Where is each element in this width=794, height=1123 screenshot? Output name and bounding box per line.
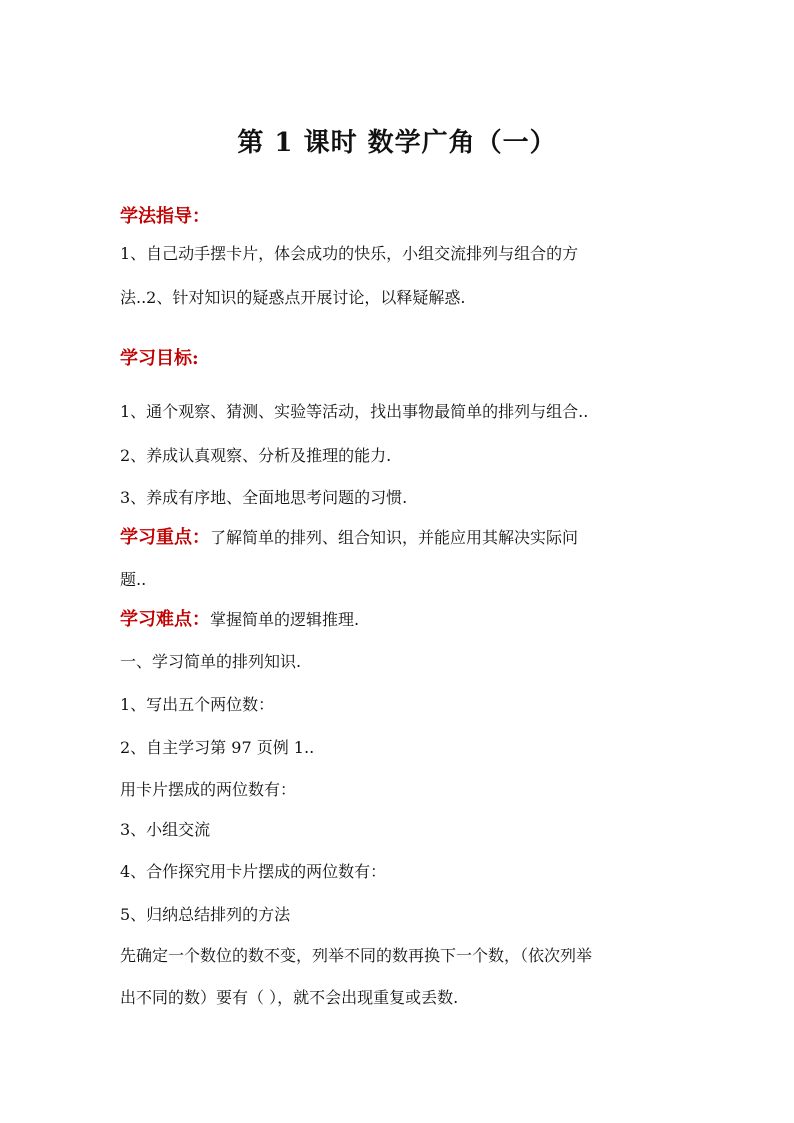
section-1-summary-line-1: 先确定一个数位的数不变，列举不同的数再换下一个数，（依次列举	[120, 946, 593, 965]
learning-goal-item-1: 1、通个观察、猜测、实验等活动，找出事物最简单的排列与组合..	[120, 402, 589, 421]
key-point-line-1	[120, 527, 680, 549]
section-1-title: 一、学习简单的排列知识.	[120, 652, 302, 671]
section-1-item-1: 1、写出五个两位数：	[120, 695, 275, 714]
learning-goal-item-2: 2、养成认真观察、分析及推理的能力.	[120, 446, 392, 465]
key-point-line-2: 题..	[120, 570, 147, 589]
difficulty-text: 掌握简单的逻辑推理.	[210, 610, 360, 629]
key-point-heading: 学习重点：	[120, 527, 210, 548]
method-guidance-line-1: 1、自己动手摆卡片，体会成功的快乐，小组交流排列与组合的方	[120, 244, 579, 263]
learning-goals-heading: 学习目标:	[120, 348, 199, 369]
difficulty-line	[120, 609, 680, 631]
learning-goal-item-3: 3、养成有序地、全面地思考问题的习惯.	[120, 488, 408, 507]
section-1-item-5: 5、归纳总结排列的方法	[120, 905, 291, 924]
page-title: 第 1 课时 数学广角（一）	[237, 128, 557, 158]
key-point-text: 了解简单的排列、组合知识，并能应用其解决实际问	[210, 528, 579, 547]
section-1-item-2: 2、自主学习第 97 页例 1..	[120, 738, 315, 757]
method-guidance-heading: 学法指导：	[120, 206, 210, 227]
section-1-cards-line: 用卡片摆成的两位数有：	[120, 780, 297, 799]
section-1-summary-line-2: 出不同的数）要有（ ），就不会出现重复或丢数.	[120, 988, 459, 1007]
method-guidance-line-2: 法..2、针对知识的疑惑点开展讨论，以释疑解惑.	[120, 288, 466, 307]
section-1-item-4: 4、合作探究用卡片摆成的两位数有：	[120, 862, 387, 881]
section-1-item-3: 3、小组交流	[120, 820, 211, 839]
difficulty-heading: 学习难点：	[120, 609, 210, 630]
